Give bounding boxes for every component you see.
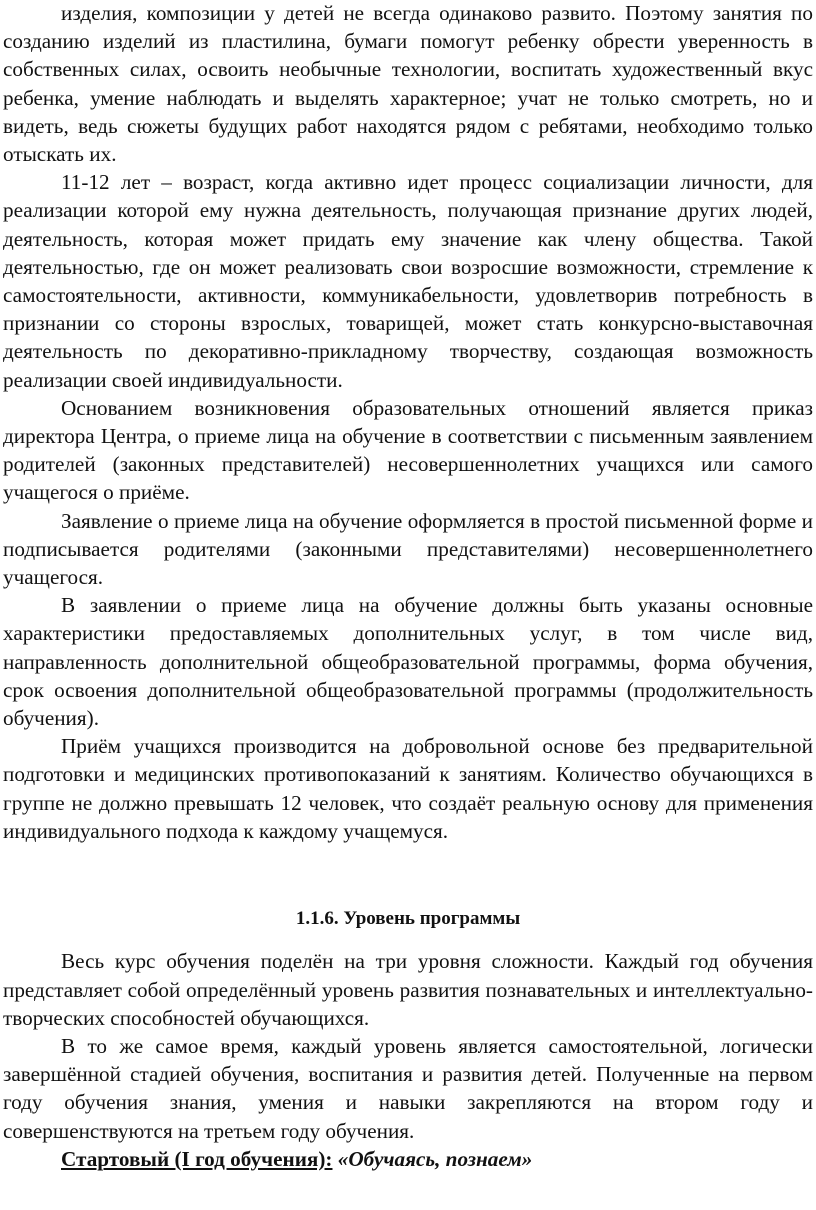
level-label: Стартовый (I год обучения): bbox=[61, 1146, 333, 1171]
paragraph-3: Основанием возникновения образовательных отношений является приказ директора Центра, о приеме лица на обучение в соответствии с письменным заявлением родителей (законных представителей) несовершеннолетних учащихся или самого учащегося о приёме. bbox=[3, 395, 813, 505]
level-quote: «Обучаясь, познаем» bbox=[337, 1146, 533, 1171]
paragraph-4: Заявление о приеме лица на обучение оформляется в простой письменной форме и подписывается родителями (законными представителями) несовершеннолетнего учащегося. bbox=[3, 508, 813, 590]
paragraph-2: 11-12 лет – возраст, когда активно идет процесс социализации личности, для реализации которой ему нужна деятельность, получающая признание других людей, деятельность, которая может придать ему значение как члену общества. Такой деятельностью, где он может реализовать свои возросшие возможности, стремление к самостоятельности, активности, коммуникабельности, удовлетворив потребность в признании со стороны взрослых, товарищей, может стать конкурсно-выставочная деятельность по декоративно-прикладному творчеству, создающая возможность реализации своей индивидуальности. bbox=[3, 170, 813, 392]
section-paragraph-1: Весь курс обучения поделён на три уровня сложности. Каждый год обучения представляет собой определённый уровень развития познавательных и интеллектуально-творческих способностей обучающихся. bbox=[3, 949, 813, 1030]
paragraph-6: Приём учащихся производится на добровольной основе без предварительной подготовки и медицинских противопоказаний к занятиям. Количество обучающихся в группе не должно превышать 12 человек, что создаёт реальную основу для применения индивидуального подхода к каждому учащемуся. bbox=[3, 734, 813, 843]
section-heading: 1.1.6. Уровень программы bbox=[295, 908, 521, 930]
level-subheading bbox=[3, 1145, 813, 1173]
section-paragraph-2: В то же самое время, каждый уровень является самостоятельной, логически завершённой стадией обучения, воспитания и развития детей. Полученные на первом году обучения знания, умения и навыки закрепляются на втором году и совершенствуются на третьем году обучения. bbox=[3, 1033, 813, 1143]
paragraph-5: В заявлении о приеме лица на обучение должны быть указаны основные характеристики предоставляемых дополнительных услуг, в том числе вид, направленность дополнительной общеобразовательной программы, форма обучения, срок освоения дополнительной общеобразовательной программы (продолжительность обучения). bbox=[3, 593, 813, 731]
paragraph-1: изделия, композиции у детей не всегда одинаково развито. Поэтому занятия по созданию изделий из пластилина, бумаги помогут ребенку обрести уверенность в собственных силах, освоить необычные технологии, воспитать художественный вкус ребенка, умение наблюдать и выделять характерное; учат не только смотреть, но и видеть, ведь сюжеты будущих работ находятся рядом с ребятами, необходимо только отыскать их. bbox=[3, 1, 813, 167]
